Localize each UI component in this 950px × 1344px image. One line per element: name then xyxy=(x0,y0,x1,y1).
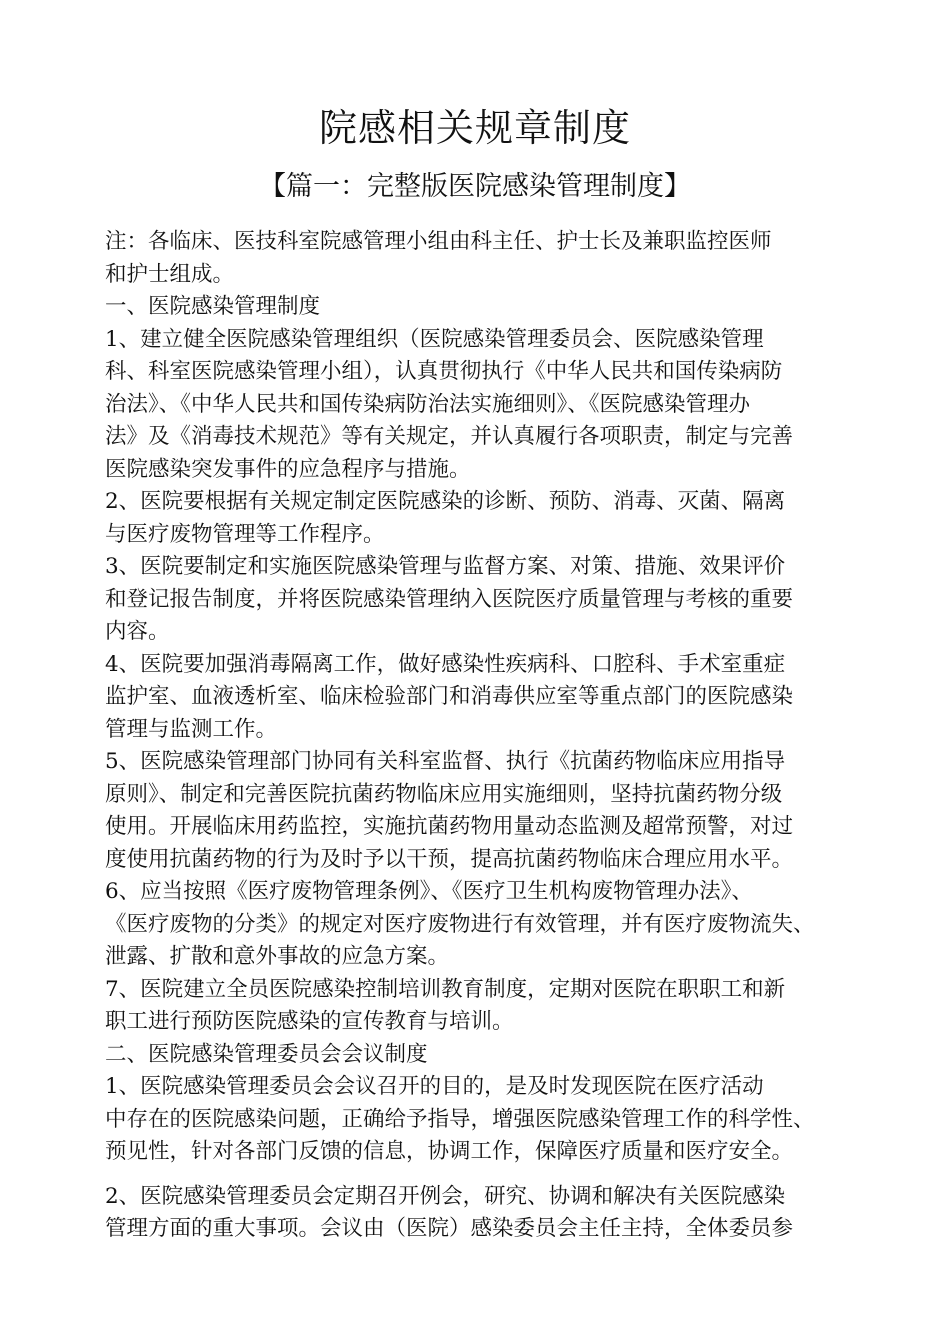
paragraph-line: 医院感染突发事件的应急程序与措施。 xyxy=(105,456,471,482)
document-subtitle: 【篇一：完整版医院感染管理制度】 xyxy=(259,171,691,202)
paragraph-line: 2、医院感染管理委员会定期召开例会，研究、协调和解决有关医院感染 xyxy=(105,1183,786,1209)
paragraph-line: 管理方面的重大事项。会议由（医院）感染委员会主任主持，全体委员参 xyxy=(105,1216,794,1241)
section-heading: 二、医院感染管理委员会会议制度 xyxy=(105,1041,428,1067)
paragraph-line: 2、医院要根据有关规定制定医院感染的诊断、预防、消毒、灭菌、隔离 xyxy=(105,489,786,514)
paragraph-line: 《医疗废物的分类》的规定对医疗废物进行有效管理，并有医疗废物流失、 xyxy=(105,911,815,937)
paragraph-line: 7、医院建立全员医院感染控制培训教育制度，定期对医院在职职工和新 xyxy=(105,976,786,1002)
paragraph-line: 监护室、血液透析室、临床检验部门和消毒供应室等重点部门的医院感染 xyxy=(105,684,794,709)
paragraph-line: 1、建立健全医院感染管理组织（医院感染管理委员会、医院感染管理 xyxy=(105,326,764,352)
paragraph-line: 和登记报告制度，并将医院感染管理纳入医院医疗质量管理与考核的重要 xyxy=(105,586,794,612)
paragraph-gap xyxy=(105,1169,875,1181)
paragraph-line: 科、科室医院感染管理小组），认真贯彻执行《中华人民共和国传染病防 xyxy=(105,359,783,384)
paragraph-line: 5、医院感染管理部门协同有关科室监督、执行《抗菌药物临床应用指导 xyxy=(105,749,786,774)
paragraph-line: 中存在的医院感染问题，正确给予指导，增强医院感染管理工作的科学性、 xyxy=(105,1106,815,1132)
paragraph-line: 4、医院要加强消毒隔离工作，做好感染性疾病科、口腔科、手术室重症 xyxy=(105,651,786,677)
paragraph-line: 使用。开展临床用药监控，实施抗菌药物用量动态监测及超常预警，对过 xyxy=(105,814,794,839)
document-body xyxy=(105,226,875,1246)
document-title: 院感相关规章制度 xyxy=(318,106,631,150)
paragraph-line: 职工进行预防医院感染的宣传教育与培训。 xyxy=(105,1009,514,1034)
paragraph-line: 内容。 xyxy=(105,619,170,644)
paragraph-line: 3、医院要制定和实施医院感染管理与监督方案、对策、措施、效果评价 xyxy=(105,554,786,579)
paragraph-line: 原则》、制定和完善医院抗菌药物临床应用实施细则，坚持抗菌药物分级 xyxy=(105,781,783,807)
paragraph-line: 泄露、扩散和意外事故的应急方案。 xyxy=(105,944,450,969)
paragraph-line: 与医疗废物管理等工作程序。 xyxy=(105,521,385,547)
paragraph-line: 6、应当按照《医疗废物管理条例》、《医疗卫生机构废物管理办法》、 xyxy=(105,879,753,904)
paragraph-line: 1、医院感染管理委员会会议召开的目的，是及时发现医院在医疗活动 xyxy=(105,1074,764,1099)
paragraph-line: 治法》、《中华人民共和国传染病防治法实施细则》、《医院感染管理办 xyxy=(105,391,751,417)
paragraph-line: 法》及《消毒技术规范》等有关规定，并认真履行各项职责，制定与完善 xyxy=(105,424,794,449)
paragraph-line: 和护士组成。 xyxy=(105,261,235,287)
paragraph-line: 管理与监测工作。 xyxy=(105,716,278,742)
paragraph-line: 预见性，针对各部门反馈的信息，协调工作，保障医疗质量和医疗安全。 xyxy=(105,1139,794,1164)
paragraph-line: 度使用抗菌药物的行为及时予以干预，提高抗菌药物临床合理应用水平。 xyxy=(105,846,794,872)
section-heading: 一、医院感染管理制度 xyxy=(105,294,321,319)
paragraph-line: 注：各临床、医技科室院感管理小组由科主任、护士长及兼职监控医师 xyxy=(105,229,772,254)
